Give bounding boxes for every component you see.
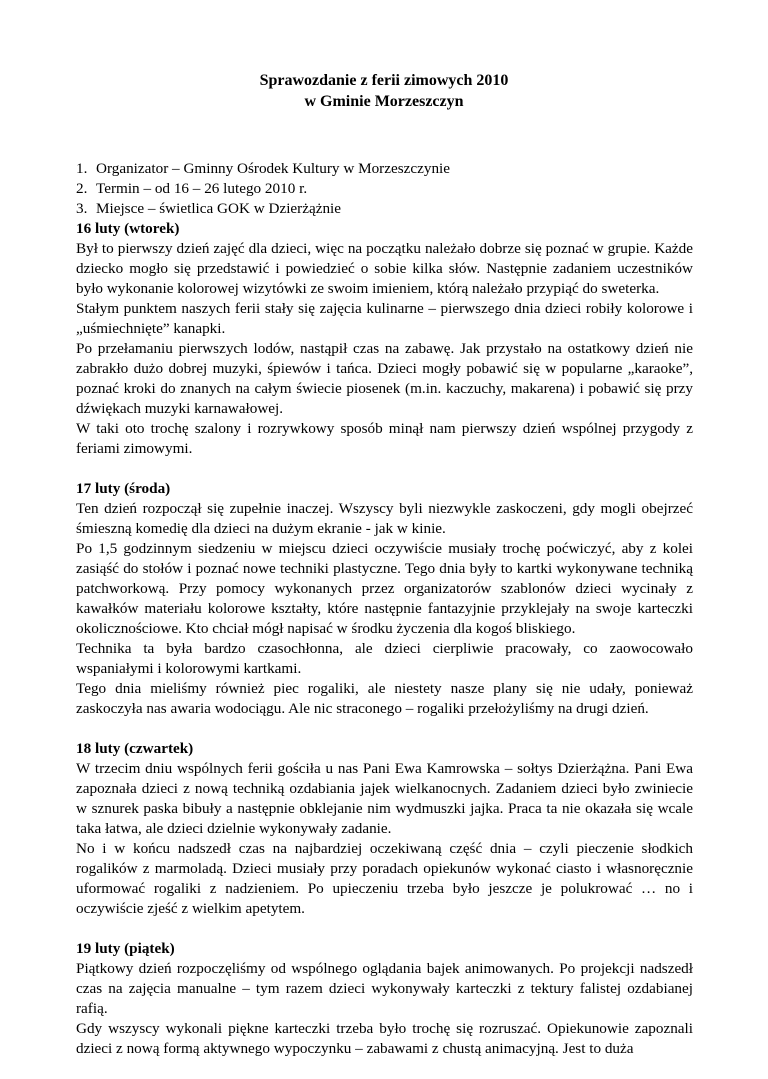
paragraph: W trzecim dniu wspólnych ferii gościła u nas Pani Ewa Kamrowska – sołtys Dzierżążna. Pani Ewa zapoznała dzieci z nową techniką ozdabiania jajek wielkanocnych. Zadaniem dzieci było zwiniecie w sznurek paska bibuły a następnie obklejanie nim wydmuszki jajka. Praca ta nie okazała się wcale taka łatwa, ale dzieci dzielnie wykonywały zadanie. [76,760,693,837]
paragraph: No i w końcu nadszedł czas na najbardziej oczekiwaną część dnia – czyli pieczenie słodkich rogalików z marmoladą. Dzieci musiały przy poradach opiekunów wykonać ciasto i własnoręcznie uformować rogaliki z nadzieniem. Po upieczeniu trzeba było jeszcze je polukrować … no i oczywiście zjeść z wielkim apetytem. [76,840,693,917]
paragraph: Ten dzień rozpoczął się zupełnie inaczej. Wszyscy byli niezwykle zaskoczeni, gdy mogli obejrzeć śmieszną komedię dla dzieci na dużym ekranie - jak w kinie. [76,500,693,537]
report-body [76,219,693,1079]
paragraph: Po 1,5 godzinnym siedzeniu w miejscu dzieci oczywiście musiały trochę poćwiczyć, aby z kolei zasiąść do stołów i poznać nowe techniki plastyczne. Tego dnia były to kartki wykonywane techniką patchworkową. Przy pomocy wykonanych przez organizatorów szablonów dzieci wycinały z kawałków materiału kolorowe kształty, które następnie fantazyjnie przyklejały na swoje karteczki okolicznościowe. Kto chciał mógł napisać w środku życzenia dla kogoś bliskiego. [76,540,693,637]
list-text: Miejsce – świetlica GOK w Dzierżążnie [96,200,342,217]
title-line-2: w Gminie Morzeszczyn [304,93,464,110]
info-list-item [76,179,450,199]
list-number: 1. [76,160,88,177]
paragraph: Był to pierwszy dzień zajęć dla dzieci, więc na początku należało dobrze się poznać w grupie. Każde dziecko mogło się przedstawić i powiedzieć o sobie kilka słów. Następnie zadaniem uczestników było wykonanie kolorowej wizytówki ze swoim imieniem, którą należało przypiąć do sweterka. [76,240,693,297]
day-heading: 16 luty (wtorek) [76,220,180,237]
paragraph: W taki oto trochę szalony i rozrywkowy sposób minął nam pierwszy dzień wspólnej przygody z feriami zimowymi. [76,420,693,457]
day-heading: 18 luty (czwartek) [76,740,194,757]
paragraph: Gdy wszyscy wykonali piękne karteczki trzeba było trochę się rozruszać. Opiekunowie zapoznali dzieci z nową formą aktywnego wypoczynku – zabawami z chustą animacyjną. Jest to duża [76,1020,693,1057]
paragraph: Stałym punktem naszych ferii stały się zajęcia kulinarne – pierwszego dnia dzieci robiły kolorowe i „uśmiechnięte” kanapki. [76,300,693,337]
list-number: 3. [76,200,88,217]
list-text: Termin – od 16 – 26 lutego 2010 r. [96,180,308,197]
document-title [0,70,768,112]
info-list-item [76,199,450,219]
info-list-item [76,159,450,179]
day-heading: 19 luty (piątek) [76,940,175,957]
paragraph: Po przełamaniu pierwszych lodów, nastąpił czas na zabawę. Jak przystało na ostatkowy dzień nie zabrakło dużo dobrej muzyki, śpiewów i tańca. Dzieci mogły pobawić się w popularne „karaoke”, poznać kroki do znanych na całym świecie piosenek (m.in. kaczuchy, makarena) i pobawić się przy dźwiękach muzyki karnawałowej. [76,340,693,417]
day-section [76,479,693,719]
day-section [76,939,693,1059]
day-section [76,739,693,919]
day-section [76,219,693,459]
paragraph: Piątkowy dzień rozpoczęliśmy od wspólnego oglądania bajek animowanych. Po projekcji nadszedł czas na zajęcia manualne – tym razem dzieci wykonywały karteczki z tektury falistej ozdabianej rafią. [76,960,693,1017]
paragraph: Technika ta była bardzo czasochłonna, ale dzieci cierpliwie pracowały, co zaowocowało wspaniałymi i kolorowymi kartkami. [76,640,693,677]
list-number: 2. [76,180,88,197]
title-line-1: Sprawozdanie z ferii zimowych 2010 [259,72,509,89]
info-list [76,159,450,219]
list-text: Organizator – Gminny Ośrodek Kultury w Morzeszczynie [96,160,450,177]
day-heading: 17 luty (środa) [76,480,171,497]
paragraph: Tego dnia mieliśmy również piec rogaliki, ale niestety nasze plany się nie udały, ponieważ zaskoczyła nas awaria wodociągu. Ale nic straconego – rogaliki przełożyliśmy na drugi dzień. [76,680,693,717]
